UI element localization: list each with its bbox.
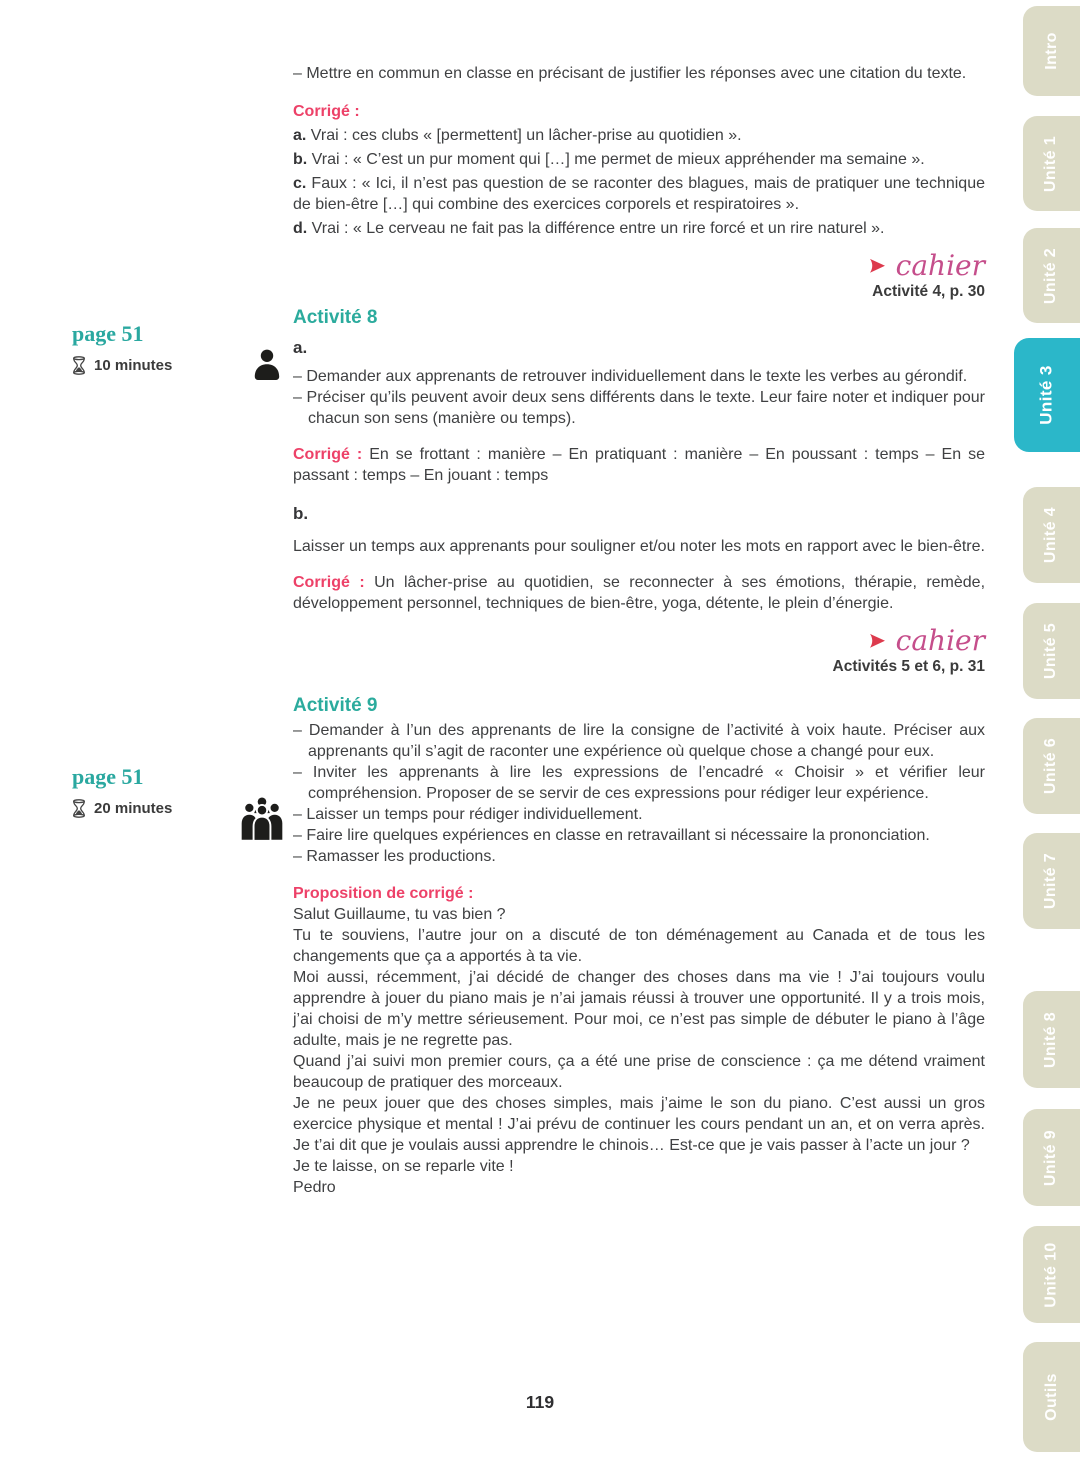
bullet-item: – Demander aux apprenants de retrouver individuellement dans le texte les verbes au gérondif. (293, 368, 968, 385)
letter-line: Quand j’ai suivi mon premier cours, ça a été une prise de conscience : ça me détend vraiment beaucoup de pratiquer des morceaux. (293, 1053, 985, 1091)
activite-8-section (293, 306, 985, 614)
tab-unite-8[interactable]: Unité 8 (1023, 991, 1080, 1088)
cahier-script-label: cahier (895, 249, 985, 282)
tab-outils[interactable]: Outils (1023, 1342, 1080, 1452)
tab-unite-2[interactable]: Unité 2 (1023, 228, 1080, 323)
activity-8-title: Activité 8 (293, 307, 378, 328)
page-marker-activite-8 (72, 322, 272, 375)
tab-unite-5[interactable]: Unité 5 (1023, 603, 1080, 699)
part-b-label: b. (293, 504, 309, 523)
part-a-label: a. (293, 338, 308, 357)
main-content (293, 63, 985, 1198)
cahier-script-label: cahier (895, 624, 985, 657)
corrige-item-b: b. Vrai : « C’est un pur moment qui […] me permet de mieux appréhender ma semaine ». (293, 151, 925, 168)
hourglass-icon (72, 356, 86, 375)
page-ref: page 51 (72, 764, 144, 789)
letter-line: Tu te souviens, l’autre jour on a discuté de ton déménagement au Canada et de tous les changements que ça a apportés à ta vie. (293, 927, 985, 965)
bullet-item: – Mettre en commun en classe en précisant de justifier les réponses avec une citation du texte. (293, 65, 967, 82)
duration-label: 20 minutes (94, 800, 173, 817)
page-number: 119 (525, 1392, 555, 1412)
tab-unite-6[interactable]: Unité 6 (1023, 718, 1080, 814)
individual-work-icon (253, 349, 281, 380)
corrige-label: Corrigé : (293, 103, 360, 120)
tab-unite-7[interactable]: Unité 7 (1023, 833, 1080, 929)
letter-line: Je te laisse, on se reparle vite ! (293, 1158, 514, 1175)
cahier-arrow-icon (868, 633, 887, 649)
duration-label: 10 minutes (94, 357, 173, 374)
bullet-item: – Laisser un temps pour rédiger individuellement. (293, 806, 643, 823)
group-work-icon (239, 796, 285, 842)
tab-unite-1[interactable]: Unité 1 (1023, 116, 1080, 211)
bullet-item: – Ramasser les productions. (293, 848, 496, 865)
tab-unite-9[interactable]: Unité 9 (1023, 1109, 1080, 1206)
cahier-activity-ref: Activité 4, p. 30 (872, 283, 985, 300)
bullet-item: – Inviter les apprenants à lire les expressions de l’encadré « Choisir » et vérifier leur compréhension. Proposer de se servir de ces expressions pour rédiger leur expérience. (293, 764, 985, 802)
activite-9-section (293, 694, 985, 1198)
tab-intro[interactable]: Intro (1023, 6, 1080, 96)
letter-line: Salut Guillaume, tu vas bien ? (293, 906, 506, 923)
bullet-item: – Préciser qu’ils peuvent avoir deux sens différents dans le texte. Leur faire noter et indiquer pour chacun son sens (manière ou temps). (293, 389, 985, 427)
corrige-item-d: d. Vrai : « Le cerveau ne fait pas la différence entre un rire forcé et un rire naturel ». (293, 220, 885, 237)
cahier-arrow-icon (868, 258, 887, 274)
corrige-b: Corrigé : Un lâcher-prise au quotidien, se reconnecter à ses émotions, thérapie, remède, développement personnel, techniques de bien-être, yoga, détente, le plein d’énergie. (293, 574, 986, 612)
tab-unite-10[interactable]: Unité 10 (1023, 1226, 1080, 1323)
duration-activite-8 (72, 356, 272, 375)
activity-9-title: Activité 9 (293, 695, 378, 716)
letter-line: Je ne peux jouer que des choses simples, mais j’aime le son du piano. C’est aussi un gros exercice physique et mental ! J’ai prévu de continuer les cours pendant un an, et on verra après. Je t’ai dit que je voulais aussi apprendre le chinois… Est-ce que je vais passer à l’acte un jour ? (293, 1095, 985, 1154)
part-b-text: Laisser un temps aux apprenants pour souligner et/ou noter les mots en rapport avec le bien-être. (293, 538, 985, 555)
letter-line: Moi aussi, récemment, j’ai décidé de changer des choses dans ma vie ! J’ai toujours voulu apprendre à jouer du piano mais je n’ai jamais réussi à trouver une opportunité. Il y a trois mois, j’ai choisi de m’y mettre sérieusement. Pour moi, ce n’est pas simple de débuter le piano à l’âge adulte, mais je ne regrette pas. (293, 969, 985, 1049)
bullet-item: – Demander à l’un des apprenants de lire la consigne de l’activité à voix haute. Préciser aux apprenants qu’il s’agit de raconter une expérience où quelque chose a changé pour eux. (293, 722, 985, 760)
corrige-item-a: a. Vrai : ces clubs « [permettent] un lâcher-prise au quotidien ». (293, 127, 742, 144)
hourglass-icon (72, 799, 86, 818)
sample-letter (293, 904, 985, 1198)
cahier-reference-1 (293, 251, 985, 301)
cahier-activity-ref: Activités 5 et 6, p. 31 (832, 658, 985, 675)
corrige-item-c: c. Faux : « Ici, il n’est pas question de se raconter des blagues, mais de pratiquer une technique de bien-être […] qui combine des exercices corporels et respiratoires ». (293, 175, 985, 213)
proposition-label: Proposition de corrigé : (293, 885, 474, 902)
page-ref: page 51 (72, 321, 144, 346)
tab-unite-4[interactable]: Unité 4 (1023, 487, 1080, 583)
tab-unite-3[interactable]: Unité 3 (1014, 338, 1080, 452)
corrige-block (293, 101, 985, 239)
bullet-item: – Faire lire quelques expériences en classe en retravaillant si nécessaire la prononciation. (293, 827, 930, 844)
cahier-reference-2 (293, 626, 985, 676)
corrige-a: Corrigé : En se frottant : manière – En pratiquant : manière – En poussant : temps – En se passant : temps – En jouant : temps (293, 446, 986, 484)
letter-line: Pedro (293, 1179, 336, 1196)
